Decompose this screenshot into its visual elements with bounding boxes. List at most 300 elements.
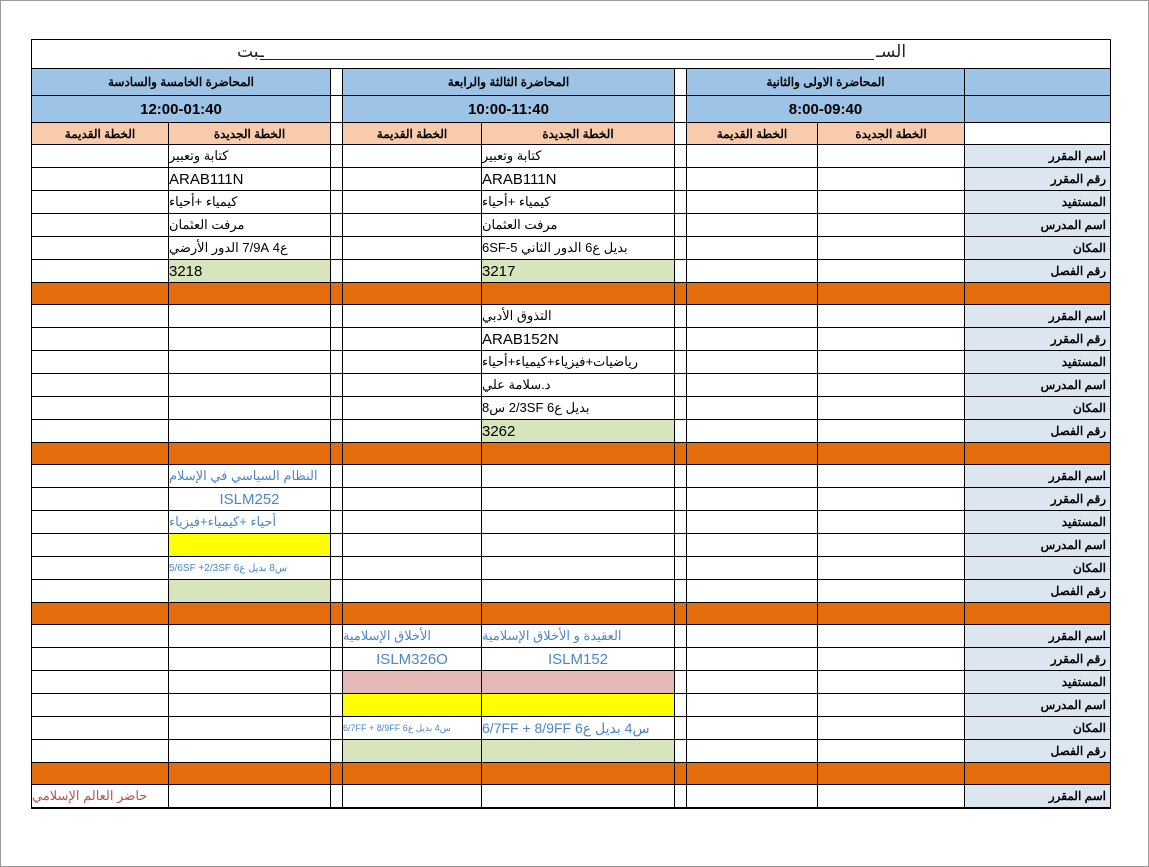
empty-cell [818,191,965,214]
empty-cell [675,191,687,214]
empty-cell [687,625,818,648]
empty-cell [482,511,675,534]
empty-cell [343,374,482,397]
empty-cell [31,351,169,374]
empty-cell [687,237,818,260]
empty-cell [343,214,482,237]
header-times-row [31,96,1111,123]
table-row [31,740,1111,763]
empty-cell [687,488,818,511]
new-plan-header: الخطة الجديدة [482,123,675,145]
empty-cell [675,488,687,511]
label-class-no: رقم الفصل [965,580,1111,603]
empty-cell [818,397,965,420]
empty-cell [818,557,965,580]
label-beneficiary: المستفيد [965,351,1111,374]
empty-cell [675,740,687,763]
empty-cell [331,603,343,625]
class-no-empty [343,740,482,763]
beneficiary: أحياء +كيمياء+فيزياء [169,511,331,534]
table-row [31,420,1111,443]
table-row [31,534,1111,557]
title-part-1: السـ [876,42,907,62]
course-name: الأخلاق الإسلامية [343,625,482,648]
gap-cell [675,123,687,145]
empty-cell [482,763,675,785]
empty-cell [675,717,687,740]
empty-cell [965,603,1111,625]
label-teacher: اسم المدرس [965,694,1111,717]
empty-cell [675,283,687,305]
beneficiary-empty [482,671,675,694]
empty-cell [675,305,687,328]
class-no: 3217 [482,260,675,283]
empty-cell [331,648,343,671]
empty-cell [169,420,331,443]
empty-cell [675,168,687,191]
label-course-no: رقم المقرر [965,168,1111,191]
empty-cell [343,511,482,534]
separator-row [31,603,1111,625]
empty-cell [675,625,687,648]
header-lec-1-2: المحاضرة الاولى والثانية [687,69,965,96]
empty-cell [687,694,818,717]
empty-cell [482,465,675,488]
table-row [31,648,1111,671]
empty-cell [31,717,169,740]
empty-cell [343,785,482,808]
label-class-no: رقم الفصل [965,260,1111,283]
empty-cell [675,580,687,603]
class-no-empty [482,740,675,763]
empty-cell [675,603,687,625]
empty-cell [343,534,482,557]
label-place: المكان [965,237,1111,260]
label-course-name: اسم المقرر [965,305,1111,328]
empty-cell [343,328,482,351]
table-row [31,260,1111,283]
class-no: 3262 [482,420,675,443]
header-corner [965,96,1111,123]
empty-cell [169,740,331,763]
empty-cell [687,374,818,397]
empty-cell [31,191,169,214]
empty-cell [818,740,965,763]
empty-cell [343,260,482,283]
empty-cell [343,763,482,785]
time-3-4: 10:00-11:40 [343,96,675,123]
empty-cell [687,785,818,808]
empty-cell [482,580,675,603]
empty-cell [331,557,343,580]
separator-row [31,443,1111,465]
empty-cell [331,511,343,534]
new-plan-header: الخطة الجديدة [818,123,965,145]
empty-cell [818,168,965,191]
empty-cell [687,648,818,671]
empty-cell [343,237,482,260]
label-teacher: اسم المدرس [965,214,1111,237]
place: بديل ع6 2/3SF س8 [482,397,675,420]
label-course-no: رقم المقرر [965,488,1111,511]
empty-cell [687,145,818,168]
empty-cell [331,397,343,420]
empty-cell [818,351,965,374]
empty-cell [675,214,687,237]
empty-cell [331,283,343,305]
empty-cell [331,420,343,443]
beneficiary-empty [343,671,482,694]
course-name: النظام السياسي في الإسلام [169,465,331,488]
label-place: المكان [965,717,1111,740]
empty-cell [675,534,687,557]
empty-cell [169,443,331,465]
empty-cell [31,557,169,580]
table-row [31,717,1111,740]
empty-cell [331,671,343,694]
empty-cell [818,763,965,785]
label-course-name: اسم المقرر [965,625,1111,648]
place: س8 بديل ع6 5/6SF +2/3SF [169,557,331,580]
empty-cell [331,488,343,511]
empty-cell [818,671,965,694]
table-row [31,351,1111,374]
empty-cell [343,305,482,328]
table-row [31,191,1111,214]
label-class-no: رقم الفصل [965,740,1111,763]
beneficiary: كيمياء +أحياء [482,191,675,214]
empty-cell [687,717,818,740]
empty-cell [818,443,965,465]
teacher: مرفت العثمان [482,214,675,237]
old-plan-header: الخطة القديمة [687,123,818,145]
empty-cell [818,603,965,625]
place: س4 بديل ع6 6/7FF + 8/9FF [343,717,482,740]
course-code: ISLM326O [343,648,482,671]
empty-cell [675,351,687,374]
empty-cell [31,763,169,785]
empty-cell [675,374,687,397]
empty-cell [687,580,818,603]
table-row [31,168,1111,191]
course-name: كتابة وتعبير [482,145,675,168]
empty-cell [482,557,675,580]
table-row [31,488,1111,511]
empty-cell [687,305,818,328]
empty-cell [331,214,343,237]
table-row [31,625,1111,648]
empty-cell [818,283,965,305]
label-beneficiary: المستفيد [965,511,1111,534]
label-course-no: رقم المقرر [965,328,1111,351]
empty-cell [675,443,687,465]
empty-cell [31,580,169,603]
old-plan-header: الخطة القديمة [343,123,482,145]
label-beneficiary: المستفيد [965,671,1111,694]
empty-cell [331,374,343,397]
table-row [31,305,1111,328]
empty-cell [331,740,343,763]
place: ع4 7/9A الدور الأرضي [169,237,331,260]
empty-cell [343,145,482,168]
table-row [31,694,1111,717]
table-row [31,557,1111,580]
gap-cell [675,96,687,123]
empty-cell [331,785,343,808]
empty-cell [687,603,818,625]
plan-headers-row [31,123,1111,145]
empty-cell [687,420,818,443]
empty-cell [675,671,687,694]
empty-cell [687,534,818,557]
empty-cell [482,785,675,808]
gap-cell [331,96,343,123]
empty-cell [169,374,331,397]
empty-cell [343,557,482,580]
empty-cell [687,397,818,420]
empty-cell [343,580,482,603]
empty-cell [687,351,818,374]
class-no-empty [169,580,331,603]
empty-cell [343,465,482,488]
empty-cell [331,351,343,374]
label-teacher: اسم المدرس [965,534,1111,557]
time-5-6: 12:00-01:40 [31,96,331,123]
empty-cell [818,694,965,717]
empty-cell [169,351,331,374]
empty-cell [31,443,169,465]
teacher-empty [169,534,331,557]
empty-cell [818,785,965,808]
empty-cell [31,328,169,351]
empty-cell [169,694,331,717]
empty-cell [687,557,818,580]
table-row [31,374,1111,397]
table-row [31,580,1111,603]
empty-cell [482,283,675,305]
empty-cell [818,145,965,168]
empty-cell [687,740,818,763]
empty-cell [675,237,687,260]
schedule-table [31,39,1111,809]
empty-cell [331,465,343,488]
empty-cell [343,420,482,443]
empty-cell [687,191,818,214]
empty-cell [818,305,965,328]
empty-cell [675,694,687,717]
course-code: ISLM152 [482,648,675,671]
label-course-name: اسم المقرر [965,465,1111,488]
empty-cell [818,648,965,671]
table-row [31,237,1111,260]
empty-cell [31,305,169,328]
empty-cell [169,717,331,740]
empty-cell [331,168,343,191]
empty-cell [687,168,818,191]
course-code: ARAB111N [482,168,675,191]
empty-cell [818,534,965,557]
empty-cell [31,214,169,237]
empty-cell [687,671,818,694]
label-course-name: اسم المقرر [965,145,1111,168]
empty-cell [965,763,1111,785]
empty-cell [31,397,169,420]
empty-cell [818,511,965,534]
empty-cell [818,465,965,488]
empty-cell [331,694,343,717]
table-row [31,671,1111,694]
course-name: حاضر العالم الإسلامي [31,785,169,808]
empty-cell [687,283,818,305]
empty-cell [343,191,482,214]
teacher-empty [482,694,675,717]
empty-cell [31,603,169,625]
empty-cell [169,671,331,694]
table-row [31,145,1111,168]
empty-cell [331,191,343,214]
title-part-2: ـبت [237,42,264,62]
beneficiary: رياضيات+فيزياء+كيمياء+أحياء [482,351,675,374]
title-stretch-line [260,59,874,60]
label-class-no: رقم الفصل [965,420,1111,443]
empty-cell [343,603,482,625]
course-code: ARAB111N [169,168,331,191]
empty-cell [169,648,331,671]
empty-cell [169,283,331,305]
empty-cell [818,214,965,237]
empty-cell [31,671,169,694]
empty-cell [687,511,818,534]
teacher-empty [343,694,482,717]
empty-cell [675,511,687,534]
empty-cell [169,763,331,785]
empty-cell [965,443,1111,465]
empty-cell [31,625,169,648]
table-row [31,214,1111,237]
empty-cell [331,625,343,648]
empty-cell [675,145,687,168]
separator-row [31,283,1111,305]
gap-cell [675,69,687,96]
empty-cell [331,717,343,740]
empty-cell [343,351,482,374]
empty-cell [343,168,482,191]
empty-cell [331,305,343,328]
gap-cell [331,69,343,96]
empty-cell [169,305,331,328]
course-name: العقيدة و الأخلاق الإسلامية [482,625,675,648]
empty-cell [482,488,675,511]
empty-cell [675,328,687,351]
empty-cell [31,420,169,443]
empty-cell [818,488,965,511]
empty-cell [31,488,169,511]
empty-cell [818,580,965,603]
empty-cell [31,534,169,557]
header-lec-3-4: المحاضرة الثالثة والرابعة [343,69,675,96]
empty-cell [31,465,169,488]
day-title [31,39,1111,69]
separator-row [31,763,1111,785]
empty-cell [675,648,687,671]
course-name: التذوق الأدبي [482,305,675,328]
header-lec-5-6: المحاضرة الخامسة والسادسة [31,69,331,96]
table-row [31,328,1111,351]
empty-cell [343,488,482,511]
label-teacher: اسم المدرس [965,374,1111,397]
empty-cell [818,237,965,260]
empty-cell [31,740,169,763]
label-blank [965,123,1111,145]
table-row [31,785,1111,809]
empty-cell [675,465,687,488]
table-row [31,397,1111,420]
empty-cell [687,328,818,351]
empty-cell [331,763,343,785]
empty-cell [31,648,169,671]
empty-cell [169,785,331,808]
teacher: مرفت العثمان [169,214,331,237]
empty-cell [687,763,818,785]
empty-cell [331,237,343,260]
empty-cell [31,283,169,305]
old-plan-header: الخطة القديمة [31,123,169,145]
place: بديل ع6 الدور الثاني 5-6SF [482,237,675,260]
class-no: 3218 [169,260,331,283]
empty-cell [331,443,343,465]
time-1-2: 8:00-09:40 [687,96,965,123]
empty-cell [31,511,169,534]
teacher: د.سلامة علي [482,374,675,397]
label-beneficiary: المستفيد [965,191,1111,214]
empty-cell [675,420,687,443]
empty-cell [675,397,687,420]
empty-cell [675,260,687,283]
course-code: ISLM252 [169,488,331,511]
empty-cell [169,397,331,420]
table-row [31,465,1111,488]
place: س4 بديل ع6 6/7FF + 8/9FF [482,717,675,740]
empty-cell [343,443,482,465]
empty-cell [818,420,965,443]
empty-cell [687,260,818,283]
empty-cell [169,625,331,648]
empty-cell [818,374,965,397]
header-lectures-row [31,69,1111,96]
table-row [31,511,1111,534]
label-place: المكان [965,397,1111,420]
empty-cell [687,465,818,488]
empty-cell [818,717,965,740]
label-place: المكان [965,557,1111,580]
empty-cell [169,328,331,351]
empty-cell [687,214,818,237]
header-corner [965,69,1111,96]
empty-cell [31,168,169,191]
empty-cell [687,443,818,465]
empty-cell [31,374,169,397]
empty-cell [343,283,482,305]
empty-cell [331,328,343,351]
empty-cell [331,145,343,168]
empty-cell [331,580,343,603]
empty-cell [818,625,965,648]
empty-cell [343,397,482,420]
empty-cell [965,283,1111,305]
label-course-name: اسم المقرر [965,785,1111,808]
empty-cell [482,603,675,625]
empty-cell [818,328,965,351]
